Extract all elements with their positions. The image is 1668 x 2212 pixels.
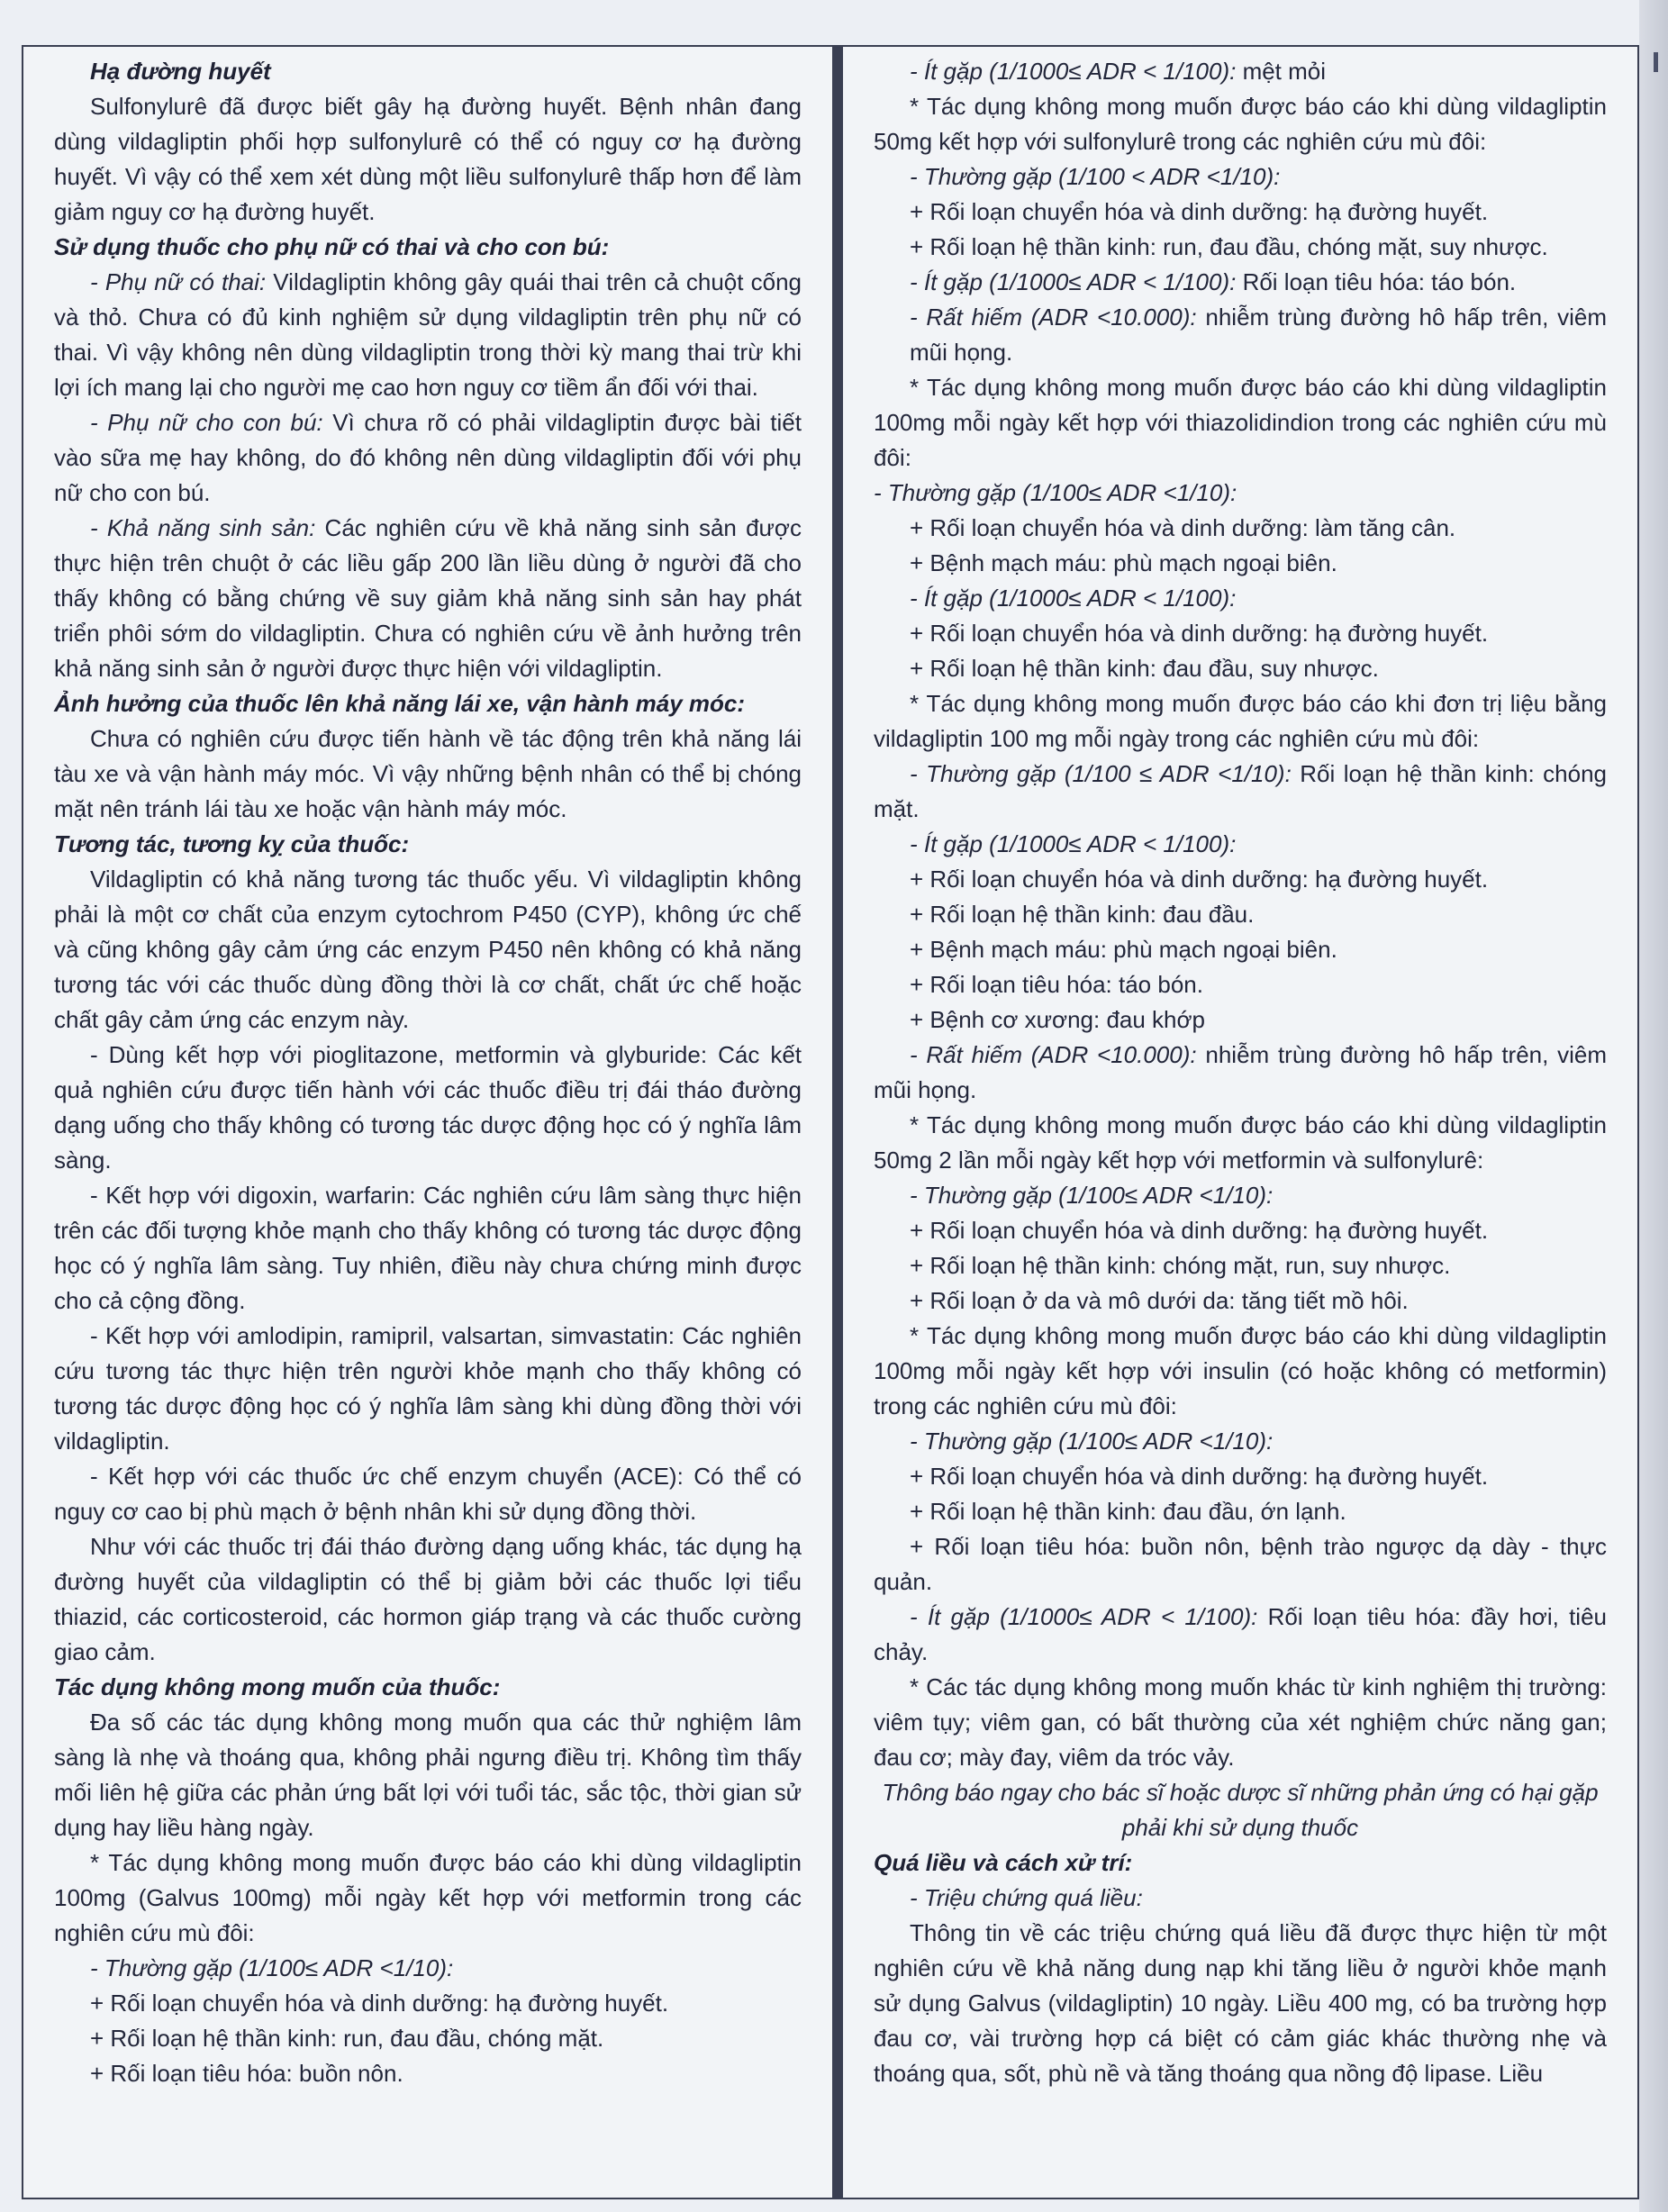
list-item: + Rối loạn chuyển hóa và dinh dưỡng: hạ đường huyết. [910, 198, 1489, 225]
heading-hypoglycemia: Hạ đường huyết [90, 58, 271, 85]
label-pregnant-women: - Phụ nữ có thai: [90, 268, 267, 295]
paragraph-pregnancy [54, 265, 802, 405]
paragraph-triple-combo: * Tác dụng không mong muốn được báo cáo khi dùng vildagliptin 50mg 2 lần mỗi ngày kết hợp với metformin và sulfonylurê: [874, 1111, 1607, 1174]
edge-mark [1654, 52, 1658, 72]
list-item [874, 1600, 1607, 1670]
label-fertility: - Khả năng sinh sản: [90, 514, 316, 541]
paragraph-digoxin: - Kết hợp với digoxin, warfarin: Các nghiên cứu lâm sàng thực hiện trên các đối tượng khỏe mạnh cho thấy không có tương tác dược động học có ý nghĩa lâm sàng. Tuy nhiên, điều này chưa chứng minh được cho cả cộng đồng. [54, 1182, 802, 1314]
list-item: + Rối loạn chuyển hóa và dinh dưỡng: hạ đường huyết. [90, 1990, 669, 2017]
list-common-heading: - Thường gặp (1/100≤ ADR <1/10): [90, 1954, 454, 1981]
list-item: + Bệnh mạch máu: phù mạch ngoại biên. [910, 549, 1337, 576]
list-uncommon-heading: - Ít gặp (1/1000≤ ADR < 1/100): [910, 830, 1237, 857]
text-breastfeeding: Vì chưa rõ có phải vildagliptin được bài tiết vào sữa mẹ hay không, do đó không nên dùng vildagliptin đối với phụ nữ cho con bú. [54, 409, 802, 506]
paragraph-pioglitazone: - Dùng kết hợp với pioglitazone, metformin và glyburide: Các kết quả nghiên cứu được tiến hành với các thuốc điều trị đái tháo đường dạng uống cho thấy không có tương tác dược động học có ý nghĩa lâm sàng. [54, 1041, 802, 1174]
notice-report-adverse: Thông báo ngay cho bác sĩ hoặc dược sĩ những phản ứng có hại gặp phải khi sử dụng thuốc [882, 1779, 1599, 1841]
list-item: + Rối loạn hệ thần kinh: đau đầu, suy nhược. [910, 655, 1379, 682]
paragraph-amlodipin: - Kết hợp với amlodipin, ramipril, valsartan, simvastatin: Các nghiên cứu tương tác thực hiện trên người khỏe mạnh cho thấy không có tương tác dược động học có ý nghĩa lâm sàng khi dùng đồng thời với vildagliptin. [54, 1322, 802, 1455]
list-item: + Rối loạn tiêu hóa: táo bón. [910, 971, 1203, 998]
text-constipation: Rối loạn tiêu hóa: táo bón. [1236, 268, 1517, 295]
text-dizziness: Rối loạn hệ thần kinh: chóng mặt. [874, 760, 1607, 822]
list-item [874, 1038, 1607, 1108]
list-item: + Rối loạn chuyển hóa và dinh dưỡng: làm tăng cân. [910, 514, 1456, 541]
list-item: + Rối loạn hệ thần kinh: run, đau đầu, chóng mặt, suy nhược. [910, 233, 1548, 260]
list-item: + Rối loạn tiêu hóa: buồn nôn. [90, 2060, 403, 2087]
list-item: + Bệnh mạch máu: phù mạch ngoại biên. [910, 936, 1337, 963]
paragraph-fatigue [874, 54, 1607, 89]
label-breastfeeding: - Phụ nữ cho con bú: [90, 409, 323, 436]
paragraph-monotherapy: * Tác dụng không mong muốn được báo cáo khi đơn trị liệu bằng vildagliptin 100 mg mỗi ngày trong các nghiên cứu mù đôi: [874, 690, 1607, 752]
list-item: + Rối loạn hệ thần kinh: đau đầu, ớn lạnh. [910, 1498, 1346, 1525]
left-column [22, 45, 832, 2199]
label-uncommon: - Ít gặp (1/1000≤ ADR < 1/100): [910, 268, 1237, 295]
list-common-heading: - Thường gặp (1/100≤ ADR <1/10): [874, 479, 1237, 506]
paragraph-ace: - Kết hợp với các thuốc ức chế enzym chuyển (ACE): Có thể có nguy cơ cao bị phù mạch ở bệnh nhân khi sử dụng đồng thời. [54, 1463, 802, 1525]
paragraph-thiazolidindion-combo: * Tác dụng không mong muốn được báo cáo khi dùng vildagliptin 100mg mỗi ngày kết hợp với thiazolidindion trong các nghiên cứu mù đôi: [874, 374, 1607, 471]
right-column [841, 45, 1639, 2199]
list-item: + Rối loạn chuyển hóa và dinh dưỡng: hạ đường huyết. [910, 620, 1489, 647]
list-item: + Rối loạn hệ thần kinh: run, đau đầu, chóng mặt. [90, 2025, 604, 2052]
list-common-heading: - Thường gặp (1/100 < ADR <1/10): [910, 163, 1281, 190]
label-uncommon: - Ít gặp (1/1000≤ ADR < 1/100): [910, 1603, 1258, 1630]
list-uncommon-heading: - Ít gặp (1/1000≤ ADR < 1/100): [910, 585, 1237, 612]
list-item [874, 757, 1607, 827]
paragraph-interactions: Vildagliptin có khả năng tương tác thuốc yếu. Vì vildagliptin không phải là một cơ chất của enzym cytochrom P450 (CYP), không ức chế và cũng không gây cảm ứng các enzym P450 nên không có khả năng tương tác với các thuốc dùng đồng thời là cơ chất, chất ức chế hoặc chất gây cảm ứng các enzym này. [54, 866, 802, 1033]
list-item: + Rối loạn hệ thần kinh: đau đầu. [910, 901, 1255, 928]
paragraph-other-drugs: Như với các thuốc trị đái tháo đường dạng uống khác, tác dụng hạ đường huyết của vildagliptin có thể bị giảm bởi các thuốc lợi tiểu thiazid, các corticosteroid, các hormon giáp trạng và các thuốc cường giao cảm. [54, 1533, 802, 1665]
paragraph-metformin-combo: * Tác dụng không mong muốn được báo cáo khi dùng vildagliptin 100mg (Galvus 100mg) mỗi ngày kết hợp với metformin trong các nghiên cứu mù đôi: [54, 1849, 802, 1946]
list-item: + Rối loạn chuyển hóa và dinh dưỡng: hạ đường huyết. [910, 1463, 1489, 1490]
list-item: + Rối loạn chuyển hóa và dinh dưỡng: hạ đường huyết. [910, 866, 1489, 893]
list-common-heading: - Thường gặp (1/100≤ ADR <1/10): [910, 1428, 1274, 1455]
heading-overdose: Quá liều và cách xử trí: [874, 1849, 1133, 1876]
list-item [874, 300, 1607, 370]
paragraph-hypoglycemia: Sulfonylurê đã được biết gây hạ đường huyết. Bệnh nhân đang dùng vildagliptin phối hợp sulfonylurê có thể có nguy cơ hạ đường huyết. Vì vậy có thể xem xét dùng một liều sulfonylurê thấp hơn để làm giảm nguy cơ hạ đường huyết. [54, 93, 802, 225]
text-flatulence: Rối loạn tiêu hóa: đầy hơi, tiêu chảy. [874, 1603, 1607, 1665]
label-very-rare: - Rất hiếm (ADR <10.000): [910, 304, 1197, 331]
list-item: + Rối loạn chuyển hóa và dinh dưỡng: hạ đường huyết. [910, 1217, 1489, 1244]
label-common: - Thường gặp (1/100 ≤ ADR <1/10): [910, 760, 1292, 787]
paragraph-postmarketing: * Các tác dụng không mong muốn khác từ kinh nghiệm thị trường: viêm tụy; viêm gan, có bất thường của xét nghiệm chức năng gan; đau cơ; mày đay, viêm da tróc vảy. [874, 1673, 1607, 1771]
page-edge [1639, 0, 1668, 2212]
list-item [874, 265, 1607, 300]
paragraph-breastfeeding [54, 405, 802, 511]
text-pregnant-women: Vildagliptin không gây quái thai trên cả chuột cống và thỏ. Chưa có đủ kinh nghiệm sử dụng vildagliptin trên phụ nữ có thai. Vì vậy không nên dùng vildagliptin trong thời kỳ mang thai trừ khi lợi ích mang lại cho người mẹ cao hơn nguy cơ tiềm ẩn đối với thai. [54, 268, 802, 401]
text-fertility: Các nghiên cứu về khả năng sinh sản được thực hiện trên chuột ở các liều gấp 200 lần liều dùng ở người đã cho thấy không có bằng chứng về suy giảm khả năng sinh sản hay phát triển phôi sớm do vildagliptin. Chưa có nghiên cứu về ảnh hưởng trên khả năng sinh sản ở người được thực hiện với vildagliptin. [54, 514, 802, 682]
text-respiratory: nhiễm trùng đường hô hấp trên, viêm mũi họng. [874, 1041, 1608, 1103]
text-respiratory: nhiễm trùng đường hô hấp trên, viêm mũi họng. [910, 304, 1608, 366]
list-item: + Rối loạn ở da và mô dưới da: tăng tiết mồ hôi. [910, 1287, 1409, 1314]
paragraph-sulfonylurea-combo: * Tác dụng không mong muốn được báo cáo khi dùng vildagliptin 50mg kết hợp với sulfonylurê trong các nghiên cứu mù đôi: [874, 93, 1607, 155]
heading-interactions: Tương tác, tương kỵ của thuốc: [54, 830, 410, 857]
label-uncommon: - Ít gặp (1/1000≤ ADR < 1/100): [910, 58, 1237, 85]
list-item: + Bệnh cơ xương: đau khớp [910, 1006, 1206, 1033]
list-item: + Rối loạn tiêu hóa: buồn nôn, bệnh trào ngược dạ dày - thực quản. [874, 1533, 1607, 1595]
heading-side-effects: Tác dụng không mong muốn của thuốc: [54, 1673, 501, 1700]
paragraph-insulin-combo: * Tác dụng không mong muốn được báo cáo khi dùng vildagliptin 100mg mỗi ngày kết hợp với insulin (có hoặc không có metformin) trong các nghiên cứu mù đôi: [874, 1322, 1607, 1419]
heading-pregnancy: Sử dụng thuốc cho phụ nữ có thai và cho con bú: [54, 233, 610, 260]
heading-driving: Ảnh hưởng của thuốc lên khả năng lái xe, vận hành máy móc: [54, 690, 746, 717]
list-item: + Rối loạn hệ thần kinh: chóng mặt, run, suy nhược. [910, 1252, 1451, 1279]
list-common-heading: - Thường gặp (1/100≤ ADR <1/10): [910, 1182, 1274, 1209]
paragraph-overdose: Thông tin về các triệu chứng quá liều đã được thực hiện từ một nghiên cứu về khả năng dung nạp khi tăng liều ở người khỏe mạnh sử dụng Galvus (vildagliptin) 10 ngày. Liều 400 mg, có ba trường hợp đau cơ, vài trường hợp cá biệt có cảm giác khác thường nhẹ và thoáng qua, sốt, phù nề và tăng thoáng qua nồng độ lipase. Liều [874, 1919, 1607, 2087]
label-very-rare: - Rất hiếm (ADR <10.000): [910, 1041, 1197, 1068]
paragraph-driving: Chưa có nghiên cứu được tiến hành về tác động trên khả năng lái tàu xe và vận hành máy móc. Vì vậy những bệnh nhân có thể bị chóng mặt nên tránh lái tàu xe hoặc vận hành máy móc. [54, 725, 802, 822]
paragraph-fertility [54, 511, 802, 686]
text-fatigue: mệt mỏi [1236, 58, 1327, 85]
column-divider [832, 45, 841, 2199]
paragraph-side-effects: Đa số các tác dụng không mong muốn qua các thử nghiệm lâm sàng là nhẹ và thoáng qua, không phải ngưng điều trị. Không tìm thấy mối liên hệ giữa các phản ứng bất lợi với tuổi tác, sắc tộc, thời gian sử dụng hay liều hàng ngày. [54, 1709, 802, 1841]
label-overdose-symptoms: - Triệu chứng quá liều: [910, 1884, 1143, 1911]
